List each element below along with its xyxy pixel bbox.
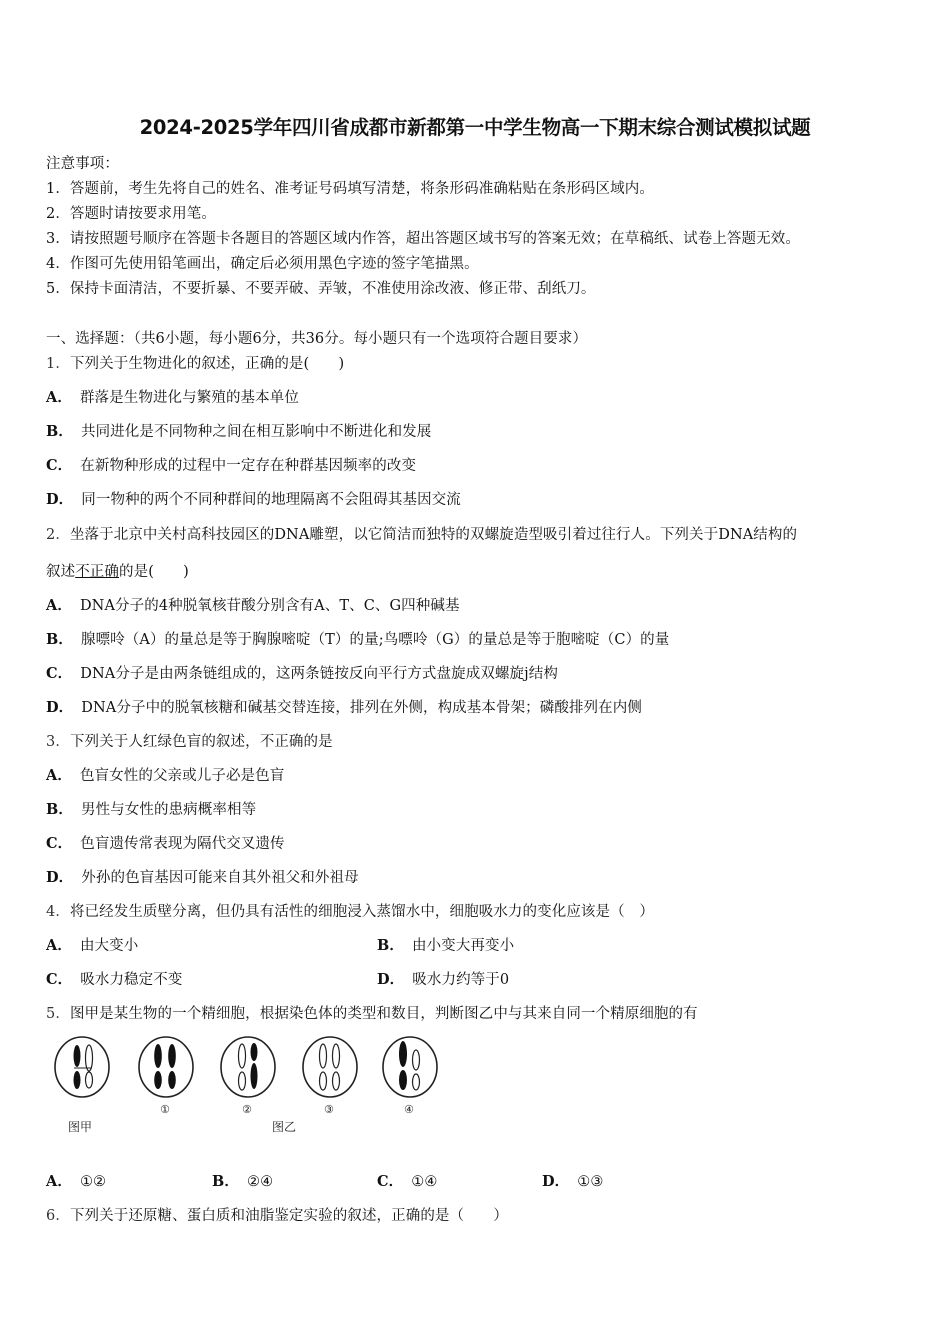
notice-item-1: 1．答题前，考生先将自己的姓名、准考证号码填写清楚，将条形码准确粘贴在条形码区域内。 (46, 181, 654, 197)
option-text: 由小变大再变小 (411, 938, 515, 954)
q3-option-b (46, 798, 256, 819)
q2-option-b (46, 628, 669, 649)
figure-num-2: ② (242, 1103, 252, 1116)
q4-option-d (377, 968, 509, 989)
question-1-stem (46, 352, 344, 373)
q5-option-a (46, 1170, 106, 1191)
cell-3 (303, 1037, 357, 1097)
q1-option-a (46, 386, 299, 407)
notice-item-2: 2．答题时请按要求用笔。 (46, 206, 216, 222)
option-label: A． (46, 1173, 72, 1190)
question-text: 将已经发生质壁分离，但仍具有活性的细胞浸入蒸馏水中，细胞吸水力的变化应该是（ ） (69, 904, 654, 920)
question-text-pre: 叙述 (46, 564, 76, 580)
option-text: 腺嘌呤（A）的量总是等于胸腺嘧啶（T）的量;鸟嘌呤（G）的量总是等于胞嘧啶（C）的量 (80, 632, 670, 648)
option-text: 外孙的色盲基因可能来自其外祖父和外祖母 (81, 870, 359, 886)
option-text: DNA分子中的脱氧核糖和碱基交替连接，排列在外侧，构成基本骨架；磷酸排列在内侧 (81, 700, 642, 716)
q2-option-d (46, 696, 642, 717)
option-label: A． (46, 597, 72, 614)
cell-2 (221, 1037, 275, 1097)
question-text: 下列关于还原糖、蛋白质和油脂鉴定实验的叙述，正确的是（ ） (69, 1208, 508, 1224)
figure-num-1: ① (160, 1103, 170, 1116)
option-label: B． (46, 631, 73, 648)
q5-option-b (212, 1170, 273, 1191)
q5-option-d (542, 1170, 603, 1191)
question-4-stem (46, 900, 654, 921)
question-3-stem (46, 730, 333, 751)
notice-item-5: 5．保持卡面清洁，不要折暴、不要弄破、弄皱，不准使用涂改液、修正带、刮纸刀。 (46, 281, 596, 297)
q1-option-b (46, 420, 431, 441)
q4-option-a (46, 934, 138, 955)
q3-option-a (46, 764, 284, 785)
option-label: C． (46, 971, 73, 988)
option-label: C． (46, 457, 73, 474)
figure-num-3: ③ (324, 1103, 334, 1116)
figure-label-jia: 图甲 (68, 1120, 93, 1134)
q4-option-b (377, 934, 514, 955)
option-text: ①③ (577, 1174, 604, 1190)
q5-option-c (377, 1170, 437, 1191)
option-label: C． (377, 1173, 404, 1190)
chromosome-figure (46, 1030, 466, 1142)
question-text: 坐落于北京中关村高科技园区的DNA雕塑，以它简洁而独特的双螺旋造型吸引着过往行人。下列关于DNA结构的 (69, 527, 798, 543)
question-number: 4． (46, 904, 70, 920)
option-text: ②④ (246, 1174, 274, 1190)
question-5-stem (46, 1002, 698, 1023)
option-text: 在新物种形成的过程中一定存在种群基因频率的改变 (80, 458, 417, 474)
option-label: B． (377, 937, 404, 954)
option-label: C． (46, 665, 73, 682)
option-label: D． (46, 491, 74, 508)
option-label: A． (46, 937, 72, 954)
notice-item-4: 4．作图可先使用铅笔画出，确定后必须用黑色字迹的签字笔描黑。 (46, 256, 479, 272)
option-text: ①② (79, 1174, 107, 1190)
option-text: ①④ (411, 1174, 438, 1190)
q3-option-d (46, 866, 359, 887)
option-text: 吸水力稳定不变 (80, 972, 183, 988)
cell-jia (55, 1037, 109, 1097)
option-label: D． (46, 869, 74, 886)
cell-1 (139, 1037, 193, 1097)
option-text: 男性与女性的患病概率相等 (80, 802, 257, 818)
figure-label-yi: 图乙 (272, 1120, 297, 1134)
question-text: 下列关于生物进化的叙述，正确的是( ) (69, 356, 345, 372)
question-6-stem (46, 1204, 508, 1225)
q3-option-c (46, 832, 285, 853)
q1-option-c (46, 454, 416, 475)
option-text: 色盲女性的父亲或儿子必是色盲 (79, 768, 285, 784)
option-label: D． (542, 1173, 570, 1190)
option-text: 吸水力约等于0 (412, 972, 510, 988)
question-text-post: 的是( ) (119, 564, 189, 580)
figure-num-4: ④ (404, 1103, 414, 1116)
page-title: 2024-2025学年四川省成都市新都第一中学生物高一下期末综合测试模拟试题 (139, 116, 811, 139)
question-number: 1． (46, 356, 70, 372)
notice-item-3: 3．请按照题号顺序在答题卡各题目的答题区域内作答，超出答题区域书写的答案无效；在草稿纸、试卷上答题无效。 (46, 231, 800, 247)
question-2-stem-line1 (46, 523, 797, 544)
option-label: B． (46, 423, 73, 440)
q4-option-c (46, 968, 182, 989)
option-label: C． (46, 835, 73, 852)
question-2-stem-line2 (46, 560, 189, 581)
question-number: 2． (46, 527, 70, 543)
question-number: 6． (46, 1208, 70, 1224)
option-label: B． (212, 1173, 239, 1190)
option-text: 同一物种的两个不同种群间的地理隔离不会阻碍其基因交流 (81, 492, 461, 508)
option-text: 共同进化是不同物种之间在相互影响中不断进化和发展 (80, 424, 432, 440)
q2-option-a (46, 594, 460, 615)
question-text-underlined: 不正确 (75, 564, 120, 580)
option-label: B． (46, 801, 73, 818)
question-text: 下列关于人红绿色盲的叙述，不正确的是 (69, 734, 333, 750)
cell-4 (383, 1037, 437, 1097)
option-text: DNA分子是由两条链组成的，这两条链按反向平行方式盘旋成双螺旋j结构 (80, 666, 558, 682)
question-number: 5． (46, 1006, 70, 1022)
option-label: D． (377, 971, 405, 988)
option-text: 由大变小 (79, 938, 139, 954)
section-heading: 一、选择题：（共6小题，每小题6分，共36分。每小题只有一个选项符合题目要求） (46, 331, 588, 347)
question-text: 图甲是某生物的一个精细胞，根据染色体的类型和数目，判断图乙中与其来自同一个精原细胞的有 (69, 1006, 698, 1022)
option-label: A． (46, 767, 72, 784)
option-text: 色盲遗传常表现为隔代交叉遗传 (80, 836, 285, 852)
question-number: 3． (46, 734, 70, 750)
notice-heading: 注意事项： (46, 156, 119, 172)
option-label: D． (46, 699, 74, 716)
q1-option-d (46, 488, 461, 509)
q2-option-c (46, 662, 558, 683)
option-text: DNA分子的4种脱氧核苷酸分别含有A、T、C、G四种碱基 (79, 598, 460, 614)
option-text: 群落是生物进化与繁殖的基本单位 (79, 390, 299, 406)
option-label: A． (46, 389, 72, 406)
